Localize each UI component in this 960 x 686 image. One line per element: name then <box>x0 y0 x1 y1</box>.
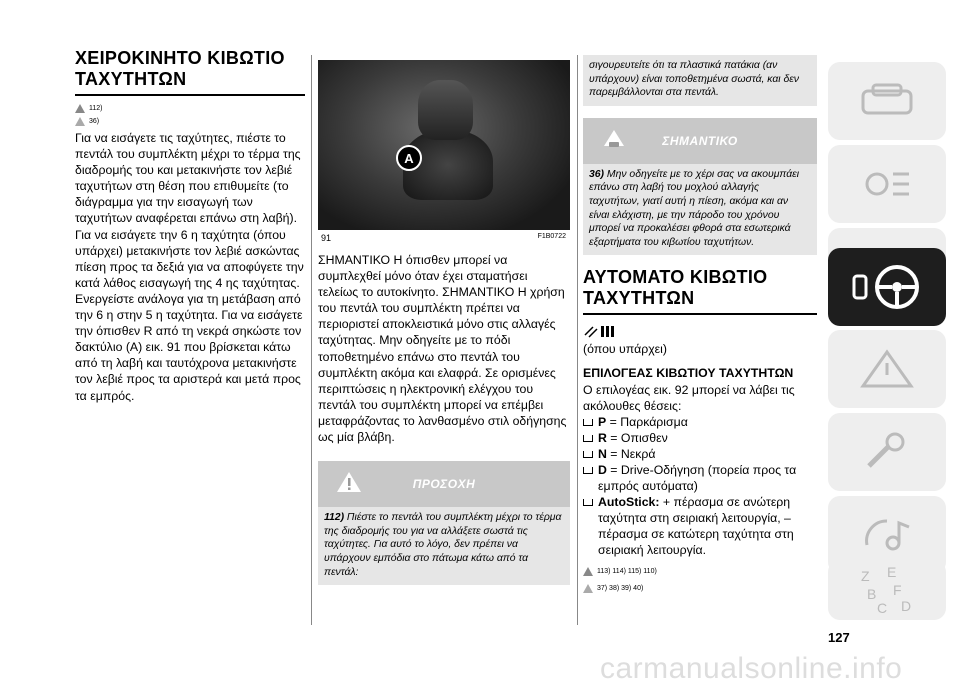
column-3 <box>583 55 817 595</box>
tab-maintenance[interactable] <box>828 413 946 491</box>
body-text: ΣΗΜΑΝΤΙΚΟ Η όπισθεν μπορεί να συμπλεχθεί μόνο όταν έχει σταματήσει τελείως το αυτοκίνητο. ΣΗΜΑΝΤΙΚΟ Η χρήση του πεντάλ του συμπλέκτη πρέπει να περιοριστεί αποκλειστικά μόνο στις αλλαγές ταχύτητας. Μην οδηγείτε με το πόδι τοποθετημένο επάνω στο πεντάλ του συμπλέκτη ακόμα και ελαφρά. Σε ορισμένες περιπτώσεις η ηλεκτρονική ελέγχου του πεντάλ του συμπλέκτη μπορεί να επέμβει μεταφράζοντας το λανθασμένο στιλ οδήγησης ως μία βλάβη. <box>318 253 567 445</box>
list-item: P = Παρκάρισμα <box>583 414 817 430</box>
wrench-icon <box>859 432 915 472</box>
tab-emergency[interactable] <box>828 330 946 408</box>
tab-driving[interactable] <box>828 248 946 326</box>
steering-wheel-icon <box>852 262 922 312</box>
gear-shift-figure <box>318 60 570 230</box>
note-icon <box>583 584 593 593</box>
note-references: 37) 38) 39) 40) <box>583 582 817 595</box>
intro-text: Ο επιλογέας εικ. 92 μπορεί να λάβει τις ακόλουθες θέσεις: <box>583 382 795 413</box>
column-divider <box>577 55 578 625</box>
column-2 <box>318 60 570 585</box>
multimedia-icon <box>859 515 915 555</box>
body-text: Για να εισάγετε τις ταχύτητες, πιέστε το πεντάλ του συμπλέκτη μέχρι το τέρμα της διαδρομής του και μετακινήστε τον λεβιέ ταχυτήτων στη θέση που επιθυμείτε (το διάγραμμα για την εισαγωγή των ταχυτήτων αναφέρεται επάνω στη λαβή). Για να εισάγετε την 6 η ταχύτητα (όπου υπάρχει) μετακινήστε τον λεβιέ ασκώντας πίεση προς τα δεξιά για να αποφύγετε την κατά λάθος εισαγωγή της 4 ης ταχύτητας. Ενεργείστε ανάλογα για τη μετάβαση από την 6 η στην 5 η ταχύτητα. Για να εισάγετε την όπισθεν R από τη νεκρά σηκώστε τον δακτύλιο (A) εικ. 91 που βρίσκεται κάτω από τη λαβή και ταυτόχρονα μετακινήστε τον λεβιέ προς τα αριστερά και μετά προς τα εμπρός. <box>75 131 304 403</box>
column-divider <box>311 55 312 625</box>
list-item: N = Νεκρά <box>583 446 817 462</box>
svg-text:C: C <box>877 600 888 615</box>
figure-number: 91 <box>321 233 332 243</box>
watermark: carmanualsonline.info <box>600 652 903 685</box>
gear-positions-list <box>583 414 817 559</box>
alphabet-index-icon <box>857 565 917 615</box>
warning-box-body: 112) Πιέστε το πεντάλ του συμπλέκτη μέχρι το τέρμα της διαδρομής του για να αλλάξετε σωστά τις ταχύτητες. Για αυτό το λόγο, δεν πρέπει να υπάρχουν εμπόδια στο πάτωμα κάτω από τα πεντάλ: <box>318 507 570 585</box>
warning-reference: 112) <box>75 102 305 115</box>
dashboard-lights-icon <box>859 164 915 204</box>
page-number: 127 <box>828 630 850 645</box>
availability-note: (όπου υπάρχει) <box>583 342 667 357</box>
note-reference: 36) <box>75 115 305 128</box>
note-box-header: ΣΗΜΑΝΤΙΚΟ <box>583 118 817 164</box>
tab-dashboard[interactable] <box>828 145 946 223</box>
warning-box-header: ΠΡΟΣΟΧΗ <box>318 461 570 507</box>
warning-road-icon <box>859 349 915 389</box>
warning-triangle-icon <box>583 567 593 576</box>
list-item: AutoStick: + πέρασμα σε ανώτερη ταχύτητα στη σειριακή λειτουργία, – πέρασμα σε κατώτερη ταχύτητα στη σειριακή λειτουργία. <box>583 494 817 558</box>
section-heading: ΧΕΙΡΟΚΙΝΗΤΟ ΚΙΒΩΤΙΟ ΤΑΧΥΤΗΤΩΝ <box>75 48 305 96</box>
warning-triangle-icon <box>75 104 85 113</box>
figure-code: F1B0722 <box>537 233 566 240</box>
note-box-body: 36) Μην οδηγείτε με το χέρι σας να ακουμπάει επάνω στη λαβή του μοχλού αλλαγής ταχυτήτων, γιατί αυτή η πίεση, ακόμα και αν είναι ελάχιστη, με την πάροδο του χρόνου μπορεί να προκαλέσει φθορά στα εσωτερικά εξαρτήματα του κιβωτίου ταχυτήτων. <box>583 164 817 256</box>
tab-index[interactable] <box>828 560 946 620</box>
svg-text:B: B <box>867 586 877 602</box>
column-1 <box>75 48 305 404</box>
warning-box-continuation: σιγουρευτείτε ότι τα πλαστικά πατάκια (αν υπάρχουν) είναι τοποθετημένα σωστά, και δεν παρεμβάλλονται στα πεντάλ. <box>583 55 817 106</box>
svg-text:D: D <box>901 598 912 614</box>
svg-text:E: E <box>887 565 897 580</box>
list-item: R = Οπισθεν <box>583 430 817 446</box>
car-info-icon <box>859 81 915 121</box>
gear-knob <box>418 80 473 140</box>
subheading: ΕΠΙΛΟΓΕΑΣ ΚΙΒΩΤΙΟΥ ΤΑΧΥΤΗΤΩΝ <box>583 366 794 381</box>
warning-references: 113) 114) 115) 110) <box>583 565 817 578</box>
section-heading: ΑΥΤΟΜΑΤΟ ΚΙΒΩΤΙΟ ΤΑΧΥΤΗΤΩΝ <box>583 267 817 315</box>
tab-car-info[interactable] <box>828 62 946 140</box>
svg-text:Z: Z <box>861 568 870 584</box>
callout-a: A <box>396 145 422 171</box>
note-icon <box>75 117 85 126</box>
list-item: D = Drive-Οδήγηση (πορεία προς τα εμπρός αυτόματα) <box>583 462 817 494</box>
svg-text:F: F <box>893 582 902 598</box>
figure-caption <box>318 230 570 243</box>
automatic-transmission-icon <box>583 323 817 341</box>
